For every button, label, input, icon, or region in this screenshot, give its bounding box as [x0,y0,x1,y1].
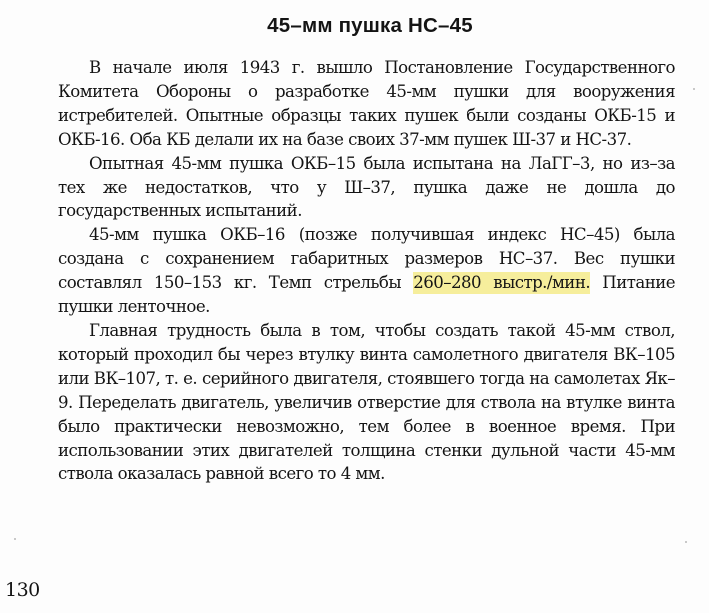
scan-speck [14,538,16,540]
paragraph-1 [58,56,675,152]
paragraph-3-text-after: Питание пушки ленточное. [58,273,676,317]
body-text [58,56,675,486]
paragraph-3 [58,223,675,319]
paragraph-4 [58,319,675,486]
page-number: 130 [5,579,40,601]
scan-speck [693,88,695,90]
highlighted-fire-rate: 260–280 выстр./мин. [413,273,591,293]
section-heading: 45–мм пушка НС–45 [267,14,473,37]
paragraph-2-text: Опытная 45-мм пушка ОКБ–15 была испытана на ЛаГГ–3, но из–за тех же недостатков, что у Ш–37, пушка даже не дошла до государственных испытаний. [58,153,675,221]
paragraph-2 [58,152,675,224]
paragraph-1-text: В начале июля 1943 г. вышло Постановление Государственного Комитета Обороны о разработке 45-мм пушки для вооружения истребителей. Опытные образцы таких пушек были созданы ОКБ-15 и ОКБ-16. Оба КБ делали их на базе своих 37-мм пушек Ш-37 и НС-37. [58,58,675,149]
paragraph-4-text: Главная трудность была в том, чтобы создать такой 45-мм ствол, который проходил бы через втулку винта самолетного двигателя ВК–105 или ВК–107, т. е. серийного двигателя, стоявшего тогда на самолетах Як–9. Переделать двигатель, увеличив отверстие для ствола на втулке винта было практически невозможно, тем более в военное время. При использовании этих двигателей толщина стенки дульной части 45-мм ствола оказалась равной всего то 4 мм. [58,320,675,484]
scan-speck [685,541,687,543]
paragraph-3-text-before: 45-мм пушка ОКБ–16 (позже получившая индекс НС–45) была создана с сохранением габаритных размеров НС–37. Вес пушки составлял 150–153 кг. Темп стрельбы [58,225,675,293]
